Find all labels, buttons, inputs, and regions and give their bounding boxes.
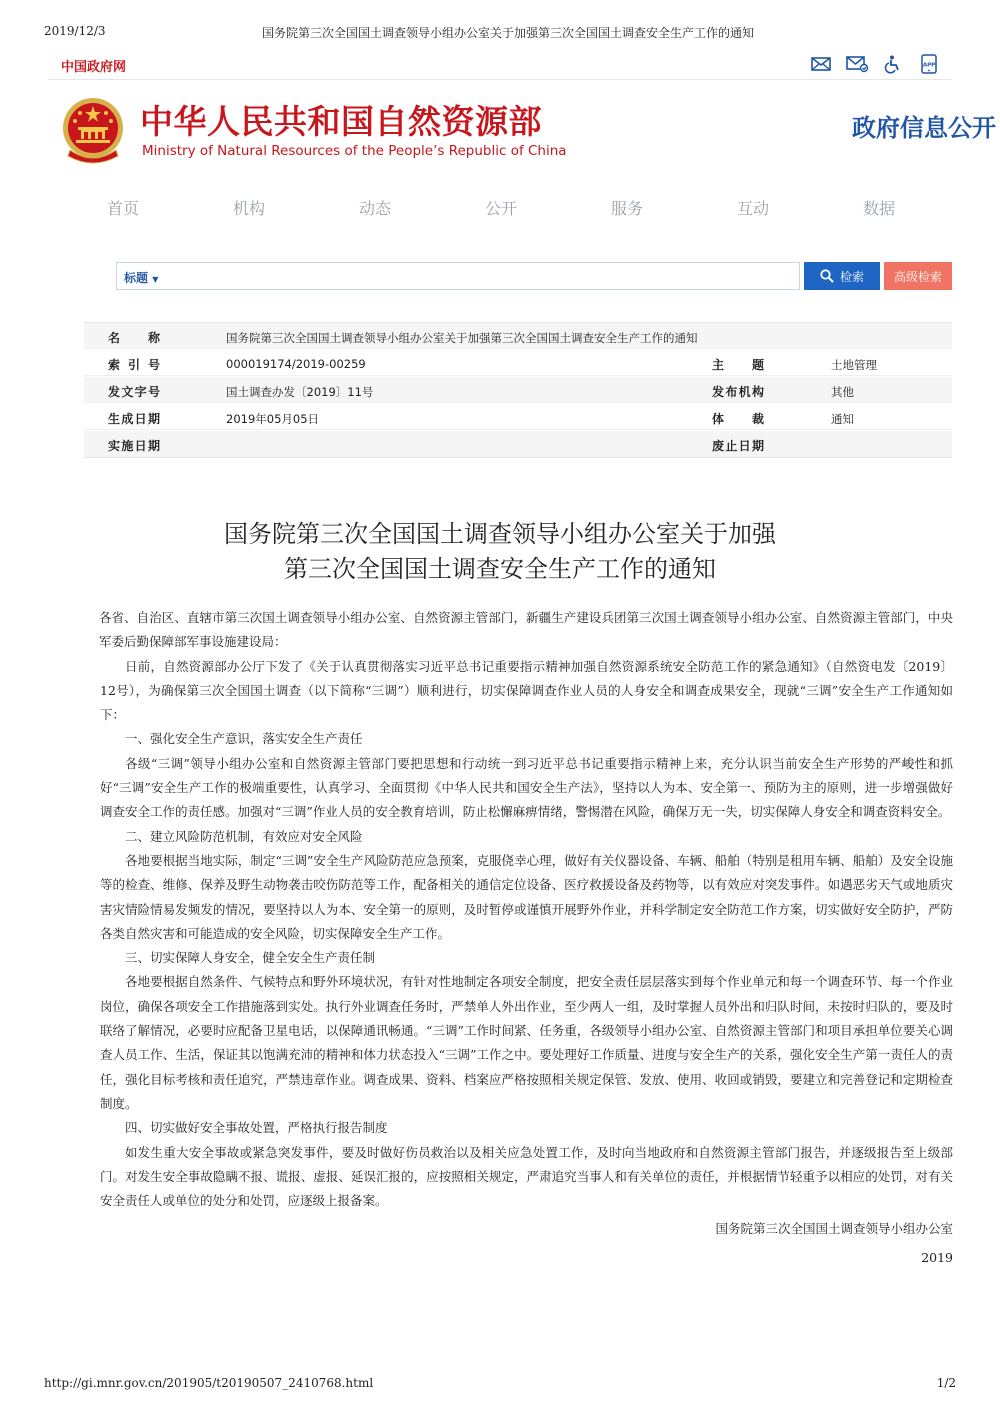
section-heading-3: 三、切实保障人身安全，健全安全生产责任制 [125, 950, 376, 966]
main-nav [48, 196, 952, 220]
meta-value-topic: 土地管理 [831, 358, 877, 372]
print-date: 2019/12/3 [44, 24, 106, 38]
signature-date: 2019 [921, 1249, 953, 1265]
print-url: http://gi.mnr.gov.cn/201905/t20190507_2410768.html [44, 1376, 374, 1390]
nav-data[interactable]: 数据 [863, 199, 896, 218]
meta-label-effective: 实施日期 [108, 439, 160, 453]
document-title-line1: 国务院第三次全国国土调查领导小组办公室关于加强 [224, 520, 776, 548]
app-icon[interactable] [918, 54, 940, 74]
section-title: 政府信息公开 [852, 114, 996, 142]
search-button-label: 检索 [839, 269, 864, 284]
section-paragraph-1: 各级“三调”领导小组办公室和自然资源主管部门要把思想和行动统一到习近平总书记重要指示精神上来，充分认识当前安全生产形势的严峻性和抓好“三调”安全生产工作的极端重要性，认真学习、全面贯彻《中华人民共和国安全生产法》，坚持以人为本、安全第一、预防为主的原则，进一步增强做好调查安全工作的责任感。加强对“三调”作业人员的安全教育培训，防止松懈麻痹情绪，警惕潜在风险，确保万无一失，切实保障人身安全和调查资料安全。 [100, 755, 953, 820]
meta-value-issuer: 其他 [831, 385, 854, 399]
chevron-down-icon: ▼ [152, 275, 159, 284]
meta-label-docno: 发文字号 [108, 385, 160, 399]
mailbox-icon[interactable] [846, 54, 868, 74]
meta-label-genre: 体 裁 [712, 412, 764, 426]
national-emblem-icon [60, 96, 126, 166]
gov-portal-link[interactable]: 中国政府网 [61, 60, 127, 75]
meta-value-docno: 国土调查办发〔2019〕11号 [226, 385, 374, 399]
meta-label-date: 生成日期 [108, 412, 160, 426]
nav-interaction[interactable]: 互动 [737, 199, 770, 218]
section-heading-1: 一、强化安全生产意识，落实安全生产责任 [125, 731, 363, 747]
section-paragraph-3: 各地要根据自然条件、气候特点和野外环境状况，有针对性地制定各项安全制度，把安全责任层层落实到每个作业单元和每一个调查环节、每一个作业岗位，确保各项安全工作措施落到实处。执行外业调查任务时，严禁单人外出作业，至少两人一组，及时掌握人员外出和归队时间，未按时归队的，要及时联络了解情况，必要时应配备卫星电话，以保障通讯畅通。“三调”工作时间紧、任务重，各级领导小组办公室、自然资源主管部门和项目承担单位要关心调查人员工作、生活，保证其以饱满充沛的精神和体力状态投入“三调”工作之中。要处理好工作质量、进度与安全生产的关系，强化安全生产第一责任人的责任，强化目标考核和责任追究，严禁违章作业。调查成果、资料、档案应严格按照相关规定保管、发放、使用、收回或销毁，要建立和完善登记和定期检查制度。 [100, 974, 953, 1111]
print-title: 国务院第三次全国国土调查领导小组办公室关于加强第三次全国国土调查安全生产工作的通知 [262, 26, 755, 40]
site-header [48, 92, 996, 178]
section-paragraph-2: 各地要根据当地实际，制定“三调”安全生产风险防范应急预案，克服侥幸心理，做好有关仪器设备、车辆、船舶（特别是租用车辆、船舶）及安全设施等的检查、维修、保养及野生动物袭击咬伤防范等工作，配备相关的通信定位设备、医疗救援设备及药物等，以有效应对突发事件。如遇恶劣天气或地质灾害灾情险情易发频发的情况，要坚持以人为本、安全第一的原则，及时暂停或谨慎开展野外作业，并科学制定安全防范工作方案，切实做好安全防护，严防各类自然灾害和可能造成的安全风险，切实保障安全生产工作。 [100, 852, 953, 941]
top-bar [48, 52, 952, 80]
meta-label-name: 名 称 [108, 331, 160, 345]
signature-org: 国务院第三次全国国土调查领导小组办公室 [715, 1221, 953, 1237]
meta-row-docno [84, 377, 952, 403]
nav-organization[interactable]: 机构 [233, 199, 266, 218]
meta-row-effective [84, 431, 952, 457]
meta-value-index: 000019174/2019-00259 [226, 357, 366, 371]
nav-home[interactable]: 首页 [107, 199, 140, 218]
meta-label-index: 索 引 号 [108, 358, 160, 372]
mail-icon[interactable] [810, 54, 832, 74]
meta-label-expire: 废止日期 [712, 439, 764, 453]
meta-label-topic: 主 题 [712, 358, 764, 372]
section-heading-2: 二、建立风险防范机制，有效应对安全风险 [125, 828, 363, 844]
print-page-number: 1/2 [936, 1376, 956, 1390]
meta-row-date [84, 404, 952, 430]
meta-value-name: 国务院第三次全国国土调查领导小组办公室关于加强第三次全国国土调查安全生产工作的通知 [226, 331, 698, 345]
top-icons [810, 54, 940, 74]
meta-value-genre: 通知 [831, 412, 854, 426]
nav-disclosure[interactable]: 公开 [485, 199, 518, 218]
document-title [44, 517, 956, 587]
section-paragraph-4: 如发生重大安全事故或紧急突发事件，要及时做好伤员救治以及相关应急处置工作，及时向当地政府和自然资源主管部门报告，并逐级报告至上级部门。对发生安全事故隐瞒不报、谎报、虚报、延误汇报的，应按照相关规定，严肃追究当事人和有关单位的责任，并根据情节轻重予以相应的处罚，对有关安全责任人或单位的处分和处罚，应逐级上报备案。 [100, 1144, 953, 1209]
app-icon-label: APP [922, 62, 936, 69]
meta-row-name [84, 323, 952, 349]
advanced-search-button[interactable]: 高级检索 [884, 262, 952, 290]
meta-row-index [84, 350, 952, 376]
nav-news[interactable]: 动态 [359, 199, 392, 218]
section-heading-4: 四、切实做好安全事故处置，严格执行报告制度 [125, 1120, 388, 1136]
search-button[interactable] [804, 262, 880, 290]
search-icon [820, 269, 834, 283]
salutation: 各省、自治区、直辖市第三次国土调查领导小组办公室、自然资源主管部门，新疆生产建设兵团第三次国土调查领导小组办公室、自然资源主管部门，中央军委后勤保障部军事设施建设局： [99, 610, 953, 650]
nav-services[interactable]: 服务 [611, 199, 644, 218]
document-meta-table [84, 322, 952, 458]
print-footer [44, 1376, 956, 1392]
meta-value-date: 2019年05月05日 [226, 412, 320, 426]
print-header [44, 24, 956, 40]
accessibility-icon[interactable] [882, 54, 904, 74]
search-field-label: 标题 [124, 271, 149, 285]
search-box [116, 262, 800, 290]
document-body [100, 606, 953, 1270]
document-title-line2: 第三次全国国土调查安全生产工作的通知 [284, 555, 716, 583]
search-bar [116, 262, 952, 290]
search-input[interactable] [177, 265, 787, 287]
meta-label-issuer: 发布机构 [712, 385, 764, 399]
ministry-name-cn: 中华人民共和国自然资源部 [140, 102, 542, 141]
intro-paragraph: 日前，自然资源部办公厅下发了《关于认真贯彻落实习近平总书记重要指示精神加强自然资源系统安全防范工作的紧急通知》（自然资电发〔2019〕12号），为确保第三次全国国土调查（以下简称“三调”）顺利进行，切实保障调查作业人员的人身安全和调查成果安全，现就“三调”安全生产工作通知如下： [100, 658, 953, 723]
search-field-select[interactable] [124, 269, 158, 286]
ministry-name-en: Ministry of Natural Resources of the People’s Republic of China [142, 143, 567, 159]
